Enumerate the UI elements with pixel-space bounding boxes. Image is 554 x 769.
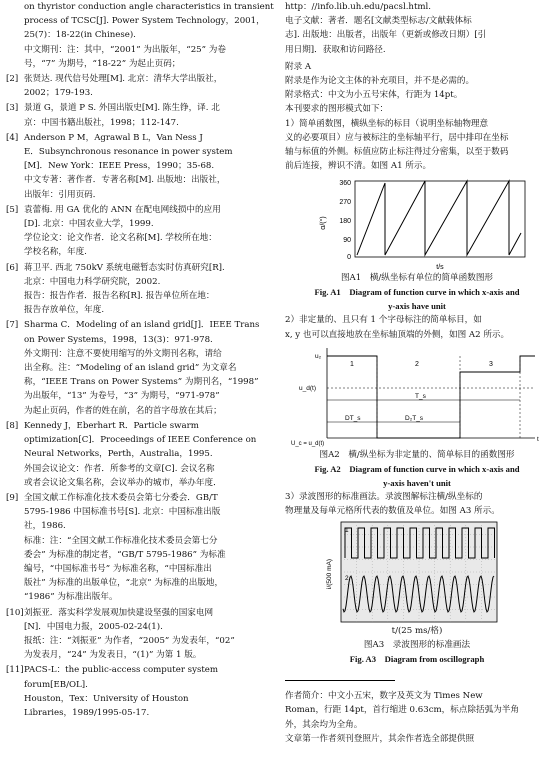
a2-ud-label: u_d(t)	[299, 384, 316, 392]
reference-line: 学位论文：论文作者．论文名称[M]. 学校所在地：	[24, 233, 217, 244]
reference-line: 出版年：引用页码．	[24, 189, 102, 200]
figure-a2-caption-en-1: Fig. A2 Diagram of function curve in which x-axis and	[314, 463, 520, 474]
reference-number: [5]	[6, 204, 19, 215]
a1-sawtooth-curve	[357, 181, 521, 255]
reference-number: [9]	[6, 492, 19, 503]
text-line: http：//info.lib.uh.edu/pacsl.html.	[285, 2, 432, 12]
reference-line: Sharma C．Modeling of an island grid[J]．IEEE Trans	[24, 320, 260, 331]
author-note	[285, 689, 549, 746]
reference-line: 社，1986.	[24, 521, 66, 532]
reference-number: [3]	[6, 103, 19, 114]
reference-line: 北京：中国电力科学研究院，2002.	[24, 276, 161, 287]
a1-x-label: t/s	[436, 264, 444, 272]
reference-line: Anderson P M，Agrawal B L，Van Ness J	[24, 132, 203, 143]
figure-a1	[285, 173, 549, 271]
figure-a3-plot	[285, 518, 549, 630]
text-line: 2）非定量的、且只有 1 个字母标注的简单标目，如	[285, 315, 482, 326]
reference-line: 外国会议论文：作者．所参考的文章[C]. 会议名称	[24, 463, 215, 474]
figure-a3	[285, 518, 549, 630]
a3-ch1-label: 1	[345, 527, 349, 535]
a2-seg1: 1	[350, 360, 354, 368]
figure-a1-caption-cn: 图A1 横/纵坐标有单位的简单函数图形	[340, 273, 494, 284]
text-line: 附录是作为论文主体的补充项目，并不是必需的。	[285, 76, 475, 87]
paragraph-a2	[285, 313, 549, 341]
reference-number: [2]	[6, 74, 19, 85]
figure-a2-caption-cn: 图A2 横/纵坐标为非定量的、简单标目的函数图形	[319, 449, 515, 460]
reference-number: [10]	[6, 607, 24, 618]
reference-number: [4]	[6, 132, 19, 143]
reference-line: 报告：报告作者．报告名称[R]. 报告单位所在地：	[24, 291, 215, 302]
right-column	[285, 0, 549, 746]
reference-line: Houston，Tex：University of Houston	[24, 693, 189, 704]
reference-line: 蒋卫平. 西北 750kV 系统电磁暂态实时仿真研究[R].	[24, 262, 225, 273]
text-line: 3）录波图形的标准画法。录波图解标注横/纵坐标的	[285, 491, 483, 502]
text-line: 号，“7” 为期号，“18-22” 为起止页码；	[24, 58, 181, 69]
figure-a1-caption-en-2: y-axis have unit	[388, 301, 446, 312]
reference-line: 编号，“中国标准书号” 为标准名称，“中国标准出	[24, 563, 212, 574]
reference-line: 报告存放单位，年度.	[24, 305, 105, 316]
text-line: 志]. 出版地：出版者，出版年（更新或修改日期）[引	[285, 30, 487, 41]
figure-a2	[285, 342, 549, 448]
reference-line: 全国文献工作标准化技术委员会第七分委会．GB/T	[24, 492, 218, 503]
a1-plot-frame	[355, 181, 525, 257]
figure-a2-caption-en-2: y-axis haven't unit	[383, 477, 451, 488]
appendix-title: 附录 A	[285, 61, 312, 72]
reference-list	[6, 72, 278, 720]
reference-line: 报纸：注：“刘振亚” 为作者，“2005” 为发表年，“02”	[24, 635, 235, 646]
reference-line: [M]．New York：IEEE Press，1990；35-68.	[24, 161, 215, 172]
a2-dts-label: DT_s	[345, 414, 361, 422]
reference-number: [7]	[6, 320, 19, 331]
reference-line: on Power Systems，1998，13(3)：971-978.	[24, 334, 213, 345]
a1-ytick: 90	[343, 237, 351, 245]
a2-seg3: 3	[489, 360, 493, 368]
reference-line: 为发表月，“24” 为发表日，“(1)” 为第 1 版。	[24, 650, 202, 661]
text-line: 附录格式：中文为小五号宋体，行距为 14pt。	[285, 90, 463, 101]
a2-waveform	[327, 356, 535, 438]
a1-y-ticks	[339, 180, 351, 261]
text-line: 用日期]．获取和访问路径.	[285, 44, 386, 55]
reference-item	[6, 318, 278, 417]
a2-d2ts-label: D₂T_s	[405, 414, 424, 422]
a3-ch2-label: 2	[345, 575, 349, 583]
a1-ytick: 0	[347, 254, 351, 262]
text-line: Roman，行距 14pt，首行缩进 0.63cm，标点除括弧为半角	[285, 705, 519, 716]
text-line: 本刊要求的图形模式如下：	[285, 104, 389, 115]
text-line: process of TCSC[J]. Power System Technology，2001，	[24, 16, 265, 27]
reference-line: 版社” 为标准的出版单位，“北京” 为标准的出版地，	[24, 578, 224, 589]
paragraph-a3	[285, 490, 549, 518]
reference-line: 5795-1986 中国标准书号[S]. 北京：中国标准出版	[24, 507, 221, 518]
reference-item	[6, 261, 278, 318]
left-column	[6, 0, 278, 720]
reference-line: 委会” 为标准的制定者，“GB/T 5795-1986” 为标准	[24, 549, 226, 560]
reference-line: 出全称。注：“Modeling of an island grid” 为文章名	[24, 363, 237, 374]
reference-line: [N]．中国电力报，2005-02-24(1).	[24, 621, 163, 632]
text-line: 物理量及每单元格所代表的数值及单位。如图 A3 所示。	[285, 506, 500, 517]
appendix-body	[285, 74, 549, 173]
a1-y-label: α/(°)	[320, 216, 327, 231]
a1-ytick: 270	[339, 199, 351, 207]
a2-bottom-label: U_c = u_d(t)	[291, 440, 325, 447]
reference-line: Kennedy J，Eberhart R．Particle swarm	[24, 420, 199, 431]
reference-number: [8]	[6, 420, 19, 431]
a3-y-label: i/(500 mA)	[326, 559, 333, 590]
reference-item	[6, 72, 278, 100]
reference-item	[6, 491, 278, 605]
a1-ytick: 180	[339, 218, 351, 226]
reference-1-continuation	[6, 0, 278, 71]
reference-item	[6, 203, 278, 260]
reference-line: 称，“IEEE Trans on Power Systems” 为期刊名，“1998”	[24, 377, 259, 388]
reference-line: 景道 G，景道 P S. 外国出版史[M]. 陈生铮，译. 北	[24, 103, 220, 114]
reference-11-continuation	[285, 0, 549, 57]
reference-line: 京：中国书籍出版社，1998；112-147.	[24, 117, 179, 128]
reference-line: 为出版年，“13” 为卷号，“3” 为期号，“971-978”	[24, 391, 220, 402]
text-line: 轴与标值的外侧。标值应防止标注得过分密集，以至于数码	[285, 147, 509, 158]
reference-number: [11]	[6, 665, 24, 676]
figure-a1-caption-en-1: Fig. A1 Diagram of function curve in which x-axis and	[314, 287, 520, 298]
reference-line: forum[EB/OL].	[24, 679, 88, 690]
figure-a3-caption-cn: 图A3 录波图形的标准画法	[363, 640, 471, 651]
reference-item	[6, 663, 278, 720]
a2-u2-label: u₂	[315, 352, 322, 360]
figure-a1-plot	[285, 173, 549, 271]
reference-line: Neural Networks，Perth，Australia，1995.	[24, 449, 213, 460]
text-line: 电子文献：著者．题名[文献类型标志/文献载体标	[285, 16, 472, 27]
text-line: x, y 也可以直接地放在坐标轴顶端的外侧，如图 A2 所示。	[285, 329, 510, 340]
text-line: 中文期刊：注：其中，“2001” 为出版年，“25” 为卷	[24, 44, 226, 55]
text-line: 25(7)：18-22(in Chinese).	[24, 30, 136, 41]
reference-line: 张贤达. 现代信号处理[M]. 北京：清华大学出版社，	[24, 74, 223, 85]
reference-line: 为起止页码，作者的姓在前，名的首字母放在其后；	[24, 405, 222, 416]
reference-line: [D]. 北京：中国农业大学，1999.	[24, 219, 154, 230]
a3-x-label: t/(25 ms/格)	[391, 626, 443, 637]
reference-line: 学校名称，年度.	[24, 247, 87, 258]
text-line: 作者简介：中文小五宋，数字及英文为 Times New	[285, 691, 483, 702]
reference-line: 2002；179-193.	[24, 88, 93, 99]
reference-line: 或者会议论文集名称，会议举办的城市，举办年度．	[24, 477, 222, 488]
text-line: 1）简单函数图，横纵坐标的标目（说明坐标轴物理意	[285, 118, 489, 129]
reference-line: Libraries，1989/1995-05-17.	[24, 707, 150, 718]
reference-line: “1986” 为标准出版年。	[24, 592, 118, 603]
reference-line: E．Subsynchronous resonance in power system	[24, 147, 233, 158]
reference-item	[6, 419, 278, 490]
a2-ts-label: T_s	[415, 392, 426, 400]
text-line: on thyristor conduction angle characteristics in transient	[24, 2, 274, 12]
text-line: 义的必要项目）应与被标注的坐标轴平行，居中排印在坐标	[285, 132, 509, 143]
reference-number: [6]	[6, 262, 19, 273]
figure-a3-caption-en: Fig. A3 Diagram from oscillograph	[349, 654, 485, 665]
reference-line: 袁蕾梅. 用 GA 优化的 ANN 在配电网线损中的应用	[24, 204, 221, 215]
reference-item	[6, 606, 278, 663]
a2-t-label: t	[537, 435, 539, 443]
a2-seg2: 2	[415, 360, 419, 368]
figure-a2-plot	[285, 342, 549, 448]
reference-line: 标准：注：“全国文献工作标准化技术委员会第七分	[24, 535, 218, 546]
reference-line: 中文专著：著作者．专著名称[M]. 出版地：出版社，	[24, 175, 226, 186]
a1-ytick: 360	[339, 180, 351, 188]
footnote-rule	[285, 680, 395, 681]
text-line: 前后连接，辨识不清。如图 A1 所示。	[285, 161, 432, 172]
text-line: 文章第一作者须刊登照片，其余作者选全部提供照	[285, 733, 475, 744]
text-line: 外，其余均为全角。	[285, 719, 363, 730]
reference-line: 刘振亚．落实科学发展观加快建设坚强的国家电网	[24, 607, 214, 618]
reference-item	[6, 101, 278, 129]
reference-line: optimization[C]．Proceedings of IEEE Conference on	[24, 435, 257, 446]
reference-item	[6, 131, 278, 202]
reference-line: PACS-L：the public-access computer system	[24, 665, 219, 676]
reference-line: 外文期刊：注意不要使用缩写的外文期刊名称，请给	[24, 348, 222, 359]
